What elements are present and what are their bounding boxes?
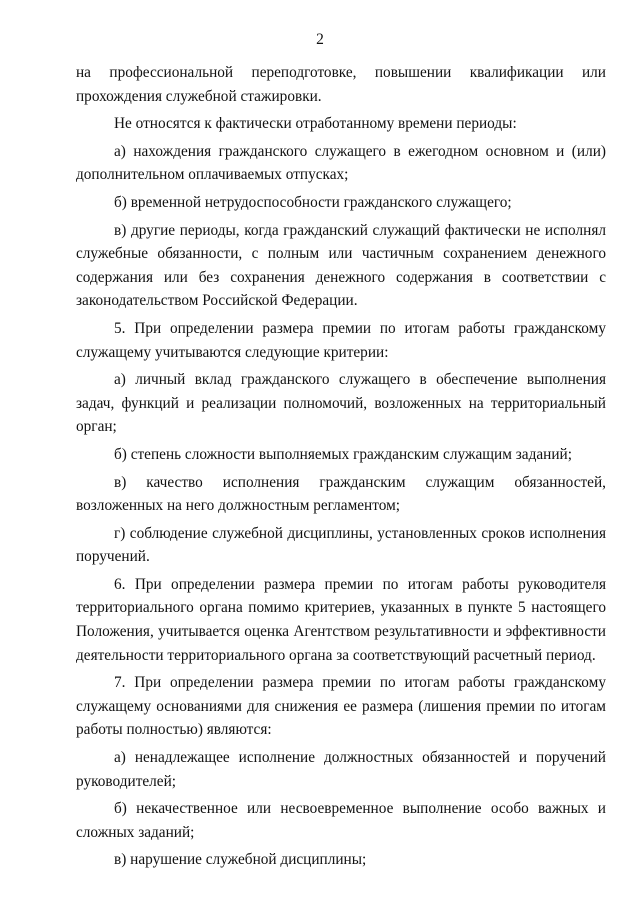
paragraph: в) другие периоды, когда гражданский служащий фактически не исполнял служебные обязанности, с полным или частичным сохранением денежного содержания или без сохранения денежного содержания в соответствии с законодательством Российской Федерации. xyxy=(76,221,606,310)
paragraph-continuation: на профессиональной переподготовке, повышении квалификации или прохождения служебной стажировки. xyxy=(76,64,606,105)
paragraph: в) нарушение служебной дисциплины; xyxy=(114,851,367,869)
document-body xyxy=(76,61,606,876)
paragraph: Не относятся к фактически отработанному времени периоды: xyxy=(114,115,517,133)
page-number: 2 xyxy=(316,31,324,48)
paragraph: 6. При определении размера премии по итогам работы руководителя территориального органа помимо критериев, указанных в пункте 5 настоящего Положения, учитывается оценка Агентством результативности и эффективности деятельности территориального органа за соответствующий расчетный период. xyxy=(76,575,606,664)
paragraph: г) соблюдение служебной дисциплины, установленных сроков исполнения поручений. xyxy=(76,524,606,566)
paragraph: 7. При определении размера премии по итогам работы гражданскому служащему основаниями для снижения ее размера (лишения премии по итогам работы полностью) являются: xyxy=(76,674,606,739)
paragraph: в) качество исполнения гражданским служащим обязанностей, возложенных на него должностным регламентом; xyxy=(76,473,606,515)
paragraph: б) степень сложности выполняемых гражданским служащим заданий; xyxy=(114,445,572,463)
paragraph: б) временной нетрудоспособности гражданского служащего; xyxy=(114,193,512,211)
paragraph: 5. При определении размера премии по итогам работы гражданскому служащему учитываются следующие критерии: xyxy=(76,319,606,361)
paragraph: б) некачественное или несвоевременное выполнение особо важных и сложных заданий; xyxy=(76,800,606,841)
paragraph: а) личный вклад гражданского служащего в обеспечение выполнения задач, функций и реализации полномочий, возложенных на территориальный орган; xyxy=(76,371,606,436)
paragraph: а) ненадлежащее исполнение должностных обязанностей и поручений руководителей; xyxy=(76,749,606,790)
paragraph: а) нахождения гражданского служащего в ежегодном основном и (или) дополнительном оплачиваемых отпусках; xyxy=(76,142,606,184)
